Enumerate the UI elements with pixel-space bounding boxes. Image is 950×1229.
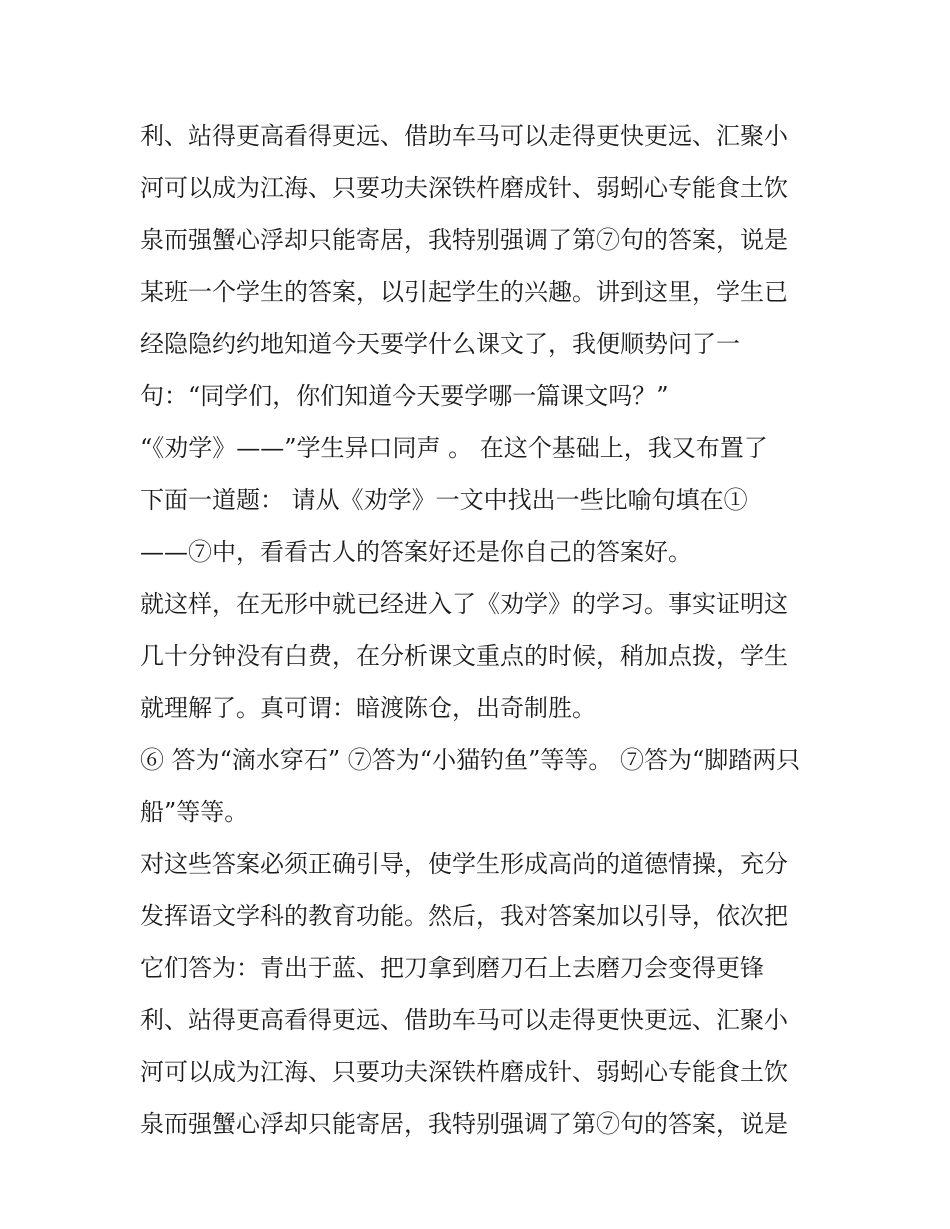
text-line: 利、站得更高看得更远、借助车马可以走得更快更远、汇聚小 xyxy=(140,1006,788,1034)
text-line: 下面一道题： 请从《劝学》一文中找出一些比喻句填在① xyxy=(140,486,748,514)
text-line: 泉而强蟹心浮却只能寄居，我特别强调了第⑦句的答案，说是 xyxy=(140,226,788,254)
text-line: 某班一个学生的答案，以引起学生的兴趣。讲到这里，学生已 xyxy=(140,278,788,306)
text-line: 河可以成为江海、只要功夫深铁杵磨成针、弱蚓心专能食土饮 xyxy=(140,174,788,202)
text-line: 就这样，在无形中就已经进入了《劝学》的学习。事实证明这 xyxy=(140,590,788,618)
text-line: 船”等等。 xyxy=(140,798,249,826)
text-line: 就理解了。真可谓：暗渡陈仓，出奇制胜。 xyxy=(140,694,596,722)
text-line: 对这些答案必须正确引导，使学生形成高尚的道德情操，充分 xyxy=(140,850,788,878)
text-line: 发挥语文学科的教育功能。然后，我对答案加以引导，依次把 xyxy=(140,902,788,930)
text-line: 句：“同学们，你们知道今天要学哪一篇课文吗？” xyxy=(140,382,669,410)
text-line: 经隐隐约约地知道今天要学什么课文了，我便顺势问了一 xyxy=(140,330,740,358)
text-line: 它们答为：青出于蓝、把刀拿到磨刀石上去磨刀会变得更锋 xyxy=(140,954,764,982)
text-line: 几十分钟没有白费，在分析课文重点的时候，稍加点拨，学生 xyxy=(140,642,788,670)
text-line: 利、站得更高看得更远、借助车马可以走得更快更远、汇聚小 xyxy=(140,122,788,150)
document-body xyxy=(140,110,820,1150)
text-line: ⑥ 答为“滴水穿石” ⑦答为“小猫钓鱼”等等。 ⑦答为“脚踏两只 xyxy=(140,746,801,774)
text-line: 河可以成为江海、只要功夫深铁杵磨成针、弱蚓心专能食土饮 xyxy=(140,1058,788,1086)
text-line: “《劝学》——”学生异口同声 。 在这个基础上，我又布置了 xyxy=(140,434,768,462)
text-line: 泉而强蟹心浮却只能寄居，我特别强调了第⑦句的答案，说是 xyxy=(140,1110,788,1138)
text-line: ——⑦中，看看古人的答案好还是你自己的答案好。 xyxy=(140,538,692,566)
